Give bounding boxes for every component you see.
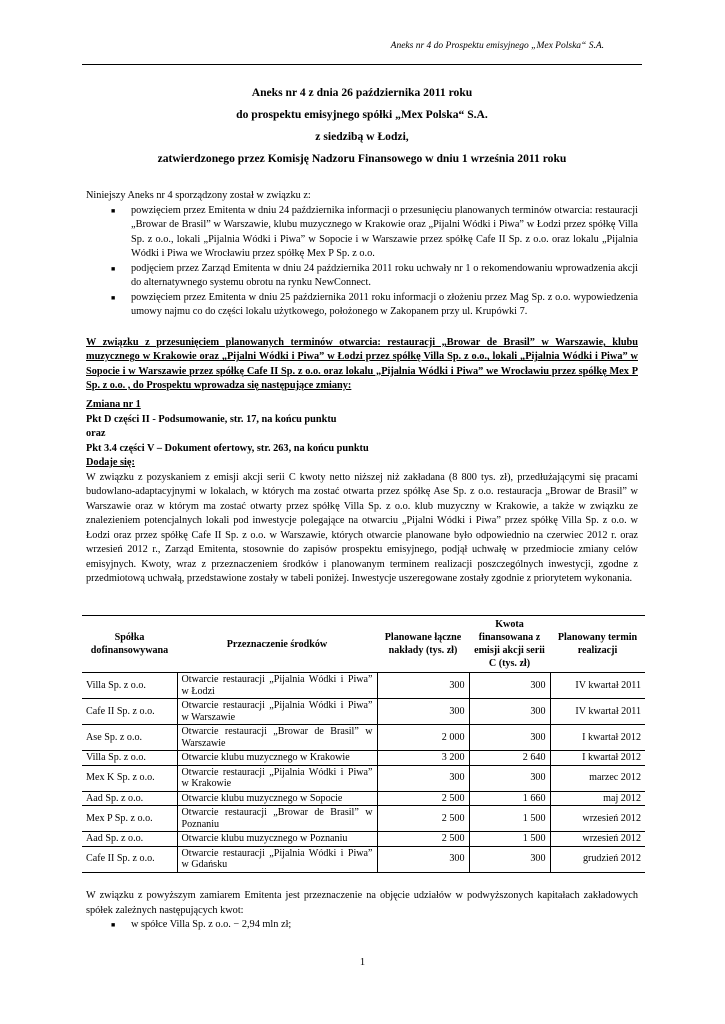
table-row xyxy=(82,806,645,832)
cell-term: wrzesień 2012 xyxy=(550,832,645,847)
cell-financed: 2 640 xyxy=(469,751,550,766)
square-bullet-icon: ■ xyxy=(111,921,116,929)
cell-company: Cafe II Sp. z o.o. xyxy=(82,846,177,872)
cell-financed: 300 xyxy=(469,699,550,725)
title-line-3: z siedzibą w Łodzi, xyxy=(315,130,409,143)
cell-total: 300 xyxy=(377,673,469,699)
cell-purpose: Otwarcie restauracji „Browar de Brasil” w Warszawie xyxy=(177,725,377,751)
table-row xyxy=(82,699,645,725)
closing-bullet-list xyxy=(86,918,638,933)
cell-financed: 1 500 xyxy=(469,806,550,832)
cell-company: Mex K Sp. z o.o. xyxy=(82,765,177,791)
cell-total: 2 500 xyxy=(377,832,469,847)
cell-financed: 1 660 xyxy=(469,791,550,806)
cell-term: I kwartał 2012 xyxy=(550,725,645,751)
cell-term: maj 2012 xyxy=(550,791,645,806)
cell-purpose: Otwarcie klubu muzycznego w Poznaniu xyxy=(177,832,377,847)
cell-purpose: Otwarcie klubu muzycznego w Krakowie xyxy=(177,751,377,766)
table-row xyxy=(82,791,645,806)
closing-section xyxy=(86,889,638,933)
cell-total: 300 xyxy=(377,699,469,725)
cell-term: IV kwartał 2011 xyxy=(550,699,645,725)
page-number: 1 xyxy=(359,957,366,968)
cell-total: 2 500 xyxy=(377,806,469,832)
header-financed: Kwota finansowana z emisji akcji serii C (tys. zł) xyxy=(469,616,550,673)
cell-company: Cafe II Sp. z o.o. xyxy=(82,699,177,725)
closing-paragraph: W związku z powyższym zamiarem Emitenta jest przeznaczenie na objęcie udziałów w podwyższonych kapitałach zakładowych spółek zależnych następujących kwot: xyxy=(86,890,638,916)
list-item xyxy=(86,291,638,320)
cell-financed: 300 xyxy=(469,725,550,751)
cell-company: Villa Sp. z o.o. xyxy=(82,673,177,699)
cell-financed: 300 xyxy=(469,846,550,872)
table-row xyxy=(82,751,645,766)
cell-financed: 300 xyxy=(469,765,550,791)
square-bullet-icon: ■ xyxy=(111,293,116,302)
cell-purpose: Otwarcie restauracji „Pijalnia Wódki i Piwa” w Krakowie xyxy=(177,765,377,791)
header-total: Planowane łączne nakłady (tys. zł) xyxy=(377,616,469,673)
cell-total: 2 000 xyxy=(377,725,469,751)
funding-table xyxy=(82,615,645,873)
header-rule xyxy=(82,64,642,65)
cell-company: Villa Sp. z o.o. xyxy=(82,751,177,766)
bullet-text: w spółce Villa Sp. z o.o. − 2,94 mln zł; xyxy=(131,919,292,930)
title-line-2: do prospektu emisyjnego spółki „Mex Polska“ S.A. xyxy=(236,108,488,121)
square-bullet-icon: ■ xyxy=(111,206,116,215)
table-row xyxy=(82,832,645,847)
cell-total: 300 xyxy=(377,765,469,791)
title-line-1: Aneks nr 4 z dnia 26 października 2011 roku xyxy=(251,86,473,99)
table-row xyxy=(82,765,645,791)
cell-financed: 1 500 xyxy=(469,832,550,847)
amendment-paragraph: W związku z pozyskaniem z emisji akcji serii C kwoty netto niższej niż zakładana (8 800 tys. zł), przedłużającymi się pracami budowlano-adaptacyjnymi w lokalach, w których ma zostać otwarta przez spółkę Ase Sp. z o.o. restauracja „Browar de Brasil” w Warszawie oraz w którym ma zostać otwarty przez spółkę Villa Sp. z o.o. klub muzyczny w Krakowie, a także w związku ze znalezieniem potencjalnych lokali pod inwestycje polegające na otwarciu „Pijalni Wódki i Piwa” przez spółkę Villa Sp. z o.o. w Łodzi oraz przez spółkę Cafe II Sp. z o.o. w Warszawie, których otwarcie planowane było odpowiednio na czerwiec 2012 r. oraz wrzesień 2012 r., Zarząd Emitenta, stosownie do zapisów prospektu emisyjnego, podjął uchwałę w przedmiocie zmiany celów emisyjnych. Kwoty, wraz z przeznaczeniem środków i planowanym terminem realizacji poszczególnych inwestycji, zgodne z przedmiotową uchwałą, przedstawione zostały w tabeli poniżej. Inwestycje uszeregowane zostały zgodnie z priorytetem wykonania. xyxy=(86,471,638,584)
intro-lead: Niniejszy Aneks nr 4 sporządzony został w związku z: xyxy=(86,190,311,201)
amendment-title: Zmiana nr 1 xyxy=(86,399,141,410)
list-item xyxy=(86,262,638,291)
cell-purpose: Otwarcie klubu muzycznego w Sopocie xyxy=(177,791,377,806)
cell-financed: 300 xyxy=(469,673,550,699)
list-item xyxy=(86,918,638,933)
cell-total: 3 200 xyxy=(377,751,469,766)
amendment-conjunction: oraz xyxy=(86,428,106,439)
cell-term: IV kwartał 2011 xyxy=(550,673,645,699)
table-header-row xyxy=(82,616,645,673)
bullet-text: powzięciem przez Emitenta w dniu 25 października 2011 roku informacji o złożeniu przez Mag Sp. z o.o. wypowiedzenia umowy najmu co do części lokalu użytkowego, położonego w Zakopanem przy ul. Krupówki 7. xyxy=(131,291,638,317)
bullet-text: powzięciem przez Emitenta w dniu 24 października informacji o przesunięciu planowanych terminów otwarcia: restauracji „Browar de Brasil” w Warszawie, klubu muzycznego w Krakowie oraz „Pijalni Wódki i Piwa” w Łodzi przez spółkę Villa Sp. z o.o., lokali „Pijalnia Wódki i Piwa” w Sopocie i w Warszawie przez spółkę Cafe II Sp. z o.o. oraz lokalu „Pijalnia Wódki i Piwa we Wrocławiu przez spółkę Mex P Sp. z o.o. xyxy=(131,204,638,259)
table-row xyxy=(82,673,645,699)
table-row xyxy=(82,725,645,751)
amendment-section xyxy=(86,398,638,587)
cell-purpose: Otwarcie restauracji „Browar de Brasil” w Poznaniu xyxy=(177,806,377,832)
header-purpose: Przeznaczenie środków xyxy=(177,616,377,673)
section-heading: W związku z przesunięciem planowanych terminów otwarcia: restauracji „Browar de Brasil” w Warszawie, klubu muzycznego w Krakowie oraz „Pijalni Wódki i Piwa” w Łodzi przez spółkę Villa Sp. z o.o., lokali „Pijalnia Wódki i Piwa” w Sopocie i w Warszawie przez spółkę Cafe II Sp. z o.o. oraz lokalu „Pijalnia Wódki i Piwa” we Wrocławiu przez spółkę Mex P Sp. z o.o. , do Prospektu wprowadza się następujące zmiany: xyxy=(86,337,638,391)
amendment-action: Dodaje się: xyxy=(86,457,135,468)
cell-company: Aad Sp. z o.o. xyxy=(82,791,177,806)
intro-section xyxy=(86,189,638,320)
cell-total: 300 xyxy=(377,846,469,872)
cell-total: 2 500 xyxy=(377,791,469,806)
title-line-4: zatwierdzonego przez Komisję Nadzoru Finansowego w dniu 1 września 2011 roku xyxy=(157,152,567,165)
cell-company: Mex P Sp. z o.o. xyxy=(82,806,177,832)
cell-company: Aad Sp. z o.o. xyxy=(82,832,177,847)
cell-term: grudzień 2012 xyxy=(550,846,645,872)
header-company: Spółka dofinansowywana xyxy=(82,616,177,673)
list-item xyxy=(86,204,638,262)
header-term: Planowany termin realizacji xyxy=(550,616,645,673)
amendment-location-2: Pkt 3.4 części V – Dokument ofertowy, str. 263, na końcu punktu xyxy=(86,442,369,454)
square-bullet-icon: ■ xyxy=(111,264,116,273)
amendment-location-1: Pkt D części II - Podsumowanie, str. 17, na końcu punktu xyxy=(86,413,337,425)
cell-purpose: Otwarcie restauracji „Pijalnia Wódki i Piwa” w Warszawie xyxy=(177,699,377,725)
cell-purpose: Otwarcie restauracji „Pijalnia Wódki i Piwa” w Łodzi xyxy=(177,673,377,699)
cell-term: I kwartał 2012 xyxy=(550,751,645,766)
bullet-text: podjęciem przez Zarząd Emitenta w dniu 24 października 2011 roku uchwały nr 1 o rekomendowaniu wprowadzenia akcji do alternatywnego systemu obrotu na rynku NewConnect. xyxy=(131,262,638,288)
cell-purpose: Otwarcie restauracji „Pijalnia Wódki i Piwa” w Gdańsku xyxy=(177,846,377,872)
cell-company: Ase Sp. z o.o. xyxy=(82,725,177,751)
cell-term: marzec 2012 xyxy=(550,765,645,791)
cell-term: wrzesień 2012 xyxy=(550,806,645,832)
running-header: Aneks nr 4 do Prospektu emisyjnego „Mex Polska“ S.A. xyxy=(390,41,604,51)
intro-bullet-list xyxy=(86,204,638,320)
document-title xyxy=(82,82,642,170)
table-row xyxy=(82,846,645,872)
